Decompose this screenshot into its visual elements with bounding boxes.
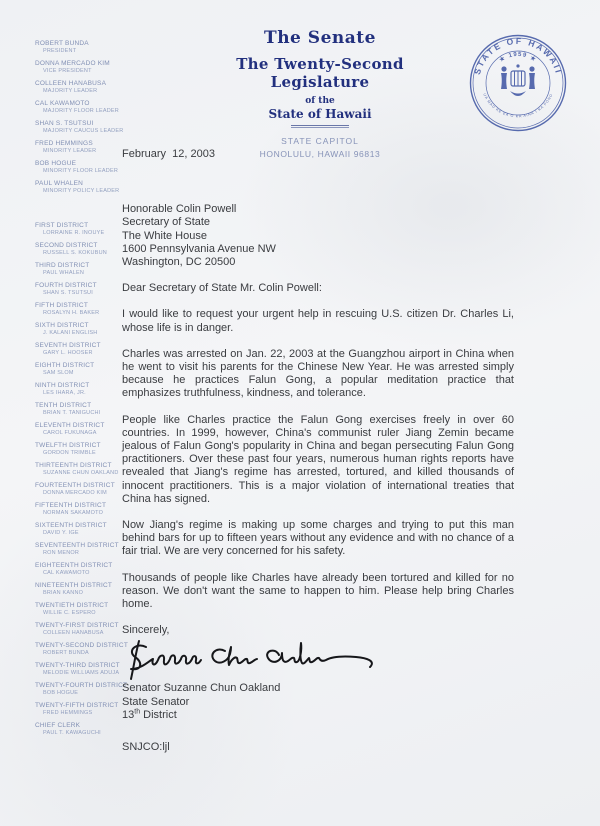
letterhead-state: State of Hawaii bbox=[268, 107, 372, 121]
svg-text:★ 1959 ★ bbox=[498, 52, 538, 64]
district-senator-name: CAL KAWAMOTO bbox=[43, 570, 90, 576]
letter-paragraph: Thousands of people like Charles have already been tortured and killed for no reason. We don't want the same to happen to him. Please help bring Charles home. bbox=[122, 571, 514, 611]
district-word: District bbox=[140, 708, 177, 721]
district-senator-name: NORMAN SAKAMOTO bbox=[43, 510, 104, 516]
officer-entry bbox=[35, 40, 165, 55]
officer-name: CAL KAWAMOTO bbox=[35, 100, 90, 107]
district-label: FIFTH DISTRICT bbox=[35, 302, 88, 309]
district-label: TWENTY-THIRD DISTRICT bbox=[35, 662, 120, 669]
district-senator-name: SAM SLOM bbox=[43, 370, 74, 376]
district-senator-name: BRIAN T. TANIGUCHI bbox=[43, 410, 101, 416]
signature-handwriting-icon bbox=[122, 638, 384, 682]
district-label: SIXTH DISTRICT bbox=[35, 322, 89, 329]
district-senator-name: DONNA MERCADO KIM bbox=[43, 490, 107, 496]
district-label: NINTH DISTRICT bbox=[35, 382, 90, 389]
officer-title: MINORITY POLICY LEADER bbox=[43, 188, 120, 194]
recipient-address-line: The White House bbox=[122, 229, 207, 242]
district-senator-name: RUSSELL S. KOKUBUN bbox=[43, 250, 107, 256]
district-ordinal: th bbox=[134, 708, 141, 716]
district-label: SEVENTH DISTRICT bbox=[35, 342, 101, 349]
district-label: TWENTIETH DISTRICT bbox=[35, 602, 109, 609]
seal-top-text: STATE OF HAWAII bbox=[471, 35, 564, 76]
officer-name: COLLEEN HANABUSA bbox=[35, 80, 107, 87]
letterhead-city: HONOLULU, HAWAII 96813 bbox=[259, 149, 381, 159]
officer-entry bbox=[35, 60, 165, 75]
district-label: SECOND DISTRICT bbox=[35, 242, 98, 249]
district-senator-name: PAUL WHALEN bbox=[43, 270, 85, 276]
letter-paragraph: I would like to request your urgent help in rescuing U.S. citizen Dr. Charles Li, whose life is in danger. bbox=[122, 308, 514, 334]
district-label: THIRD DISTRICT bbox=[35, 262, 90, 269]
recipient-address-line: 1600 Pennsylvania Avenue NW bbox=[122, 242, 276, 255]
district-senator-name: CAROL FUKUNAGA bbox=[43, 430, 97, 436]
signer-title: State Senator bbox=[122, 695, 190, 708]
district-label: FOURTEENTH DISTRICT bbox=[35, 482, 115, 489]
seal-center-emblem bbox=[501, 64, 535, 96]
letterhead-capitol: STATE CAPITOL bbox=[281, 136, 359, 146]
letterhead-senate-title: The Senate bbox=[264, 28, 376, 48]
letterhead-legislature: The Twenty-Second Legislature bbox=[236, 55, 404, 91]
district-senator-name: BOB HOGUE bbox=[43, 690, 79, 696]
signer-block bbox=[122, 682, 514, 722]
district-label: SEVENTEENTH DISTRICT bbox=[35, 542, 119, 549]
officer-entry bbox=[35, 100, 165, 115]
letterhead-of-the: of the bbox=[305, 96, 335, 106]
officer-title: MINORITY LEADER bbox=[43, 148, 97, 154]
recipient-address-block bbox=[122, 203, 514, 269]
district-senator-name: GORDON TRIMBLE bbox=[43, 450, 96, 456]
district-label: FIFTEENTH DISTRICT bbox=[35, 502, 107, 509]
district-senator-name: PAUL T. KAWAGUCHI bbox=[43, 730, 101, 736]
reference-initials: SNJCO:ljl bbox=[122, 741, 170, 754]
letter-paragraph: Charles was arrested on Jan. 22, 2003 at the Guangzhou airport in China when he went to visit his parents for the Chinese New Year. He was arrested simply because he practices Falun Gong, a popular meditation practice that emphasizes truthfulness, kindness, and tolerance. bbox=[122, 347, 514, 400]
signature bbox=[122, 638, 514, 682]
officer-name: FRED HEMMINGS bbox=[35, 140, 93, 147]
district-label: EIGHTH DISTRICT bbox=[35, 362, 95, 369]
district-senator-name: RON MENOR bbox=[43, 550, 80, 556]
district-label: SIXTEENTH DISTRICT bbox=[35, 522, 107, 529]
letter-date: February 12, 2003 bbox=[122, 148, 215, 160]
officer-name: BOB HOGUE bbox=[35, 160, 77, 167]
letter-paragraph: People like Charles practice the Falun Gong exercises freely in over 60 countries. In 1999, however, China's communist ruler Jiang Zemin became jealous of Falun Gong's popularity in China and began persecuting Falun Gong practitioners. Over these past four years, numerous human rights reports have revealed that Jiang's regime has arrested, tortured, and killed thousands of innocent practitioners. This is a major violation of international treaties that China has signed. bbox=[122, 413, 514, 505]
officer-title: MINORITY FLOOR LEADER bbox=[43, 168, 118, 174]
letterhead-rule bbox=[291, 125, 349, 128]
closing: Sincerely, bbox=[122, 624, 170, 637]
district-label: TENTH DISTRICT bbox=[35, 402, 92, 409]
officer-title: VICE PRESIDENT bbox=[43, 68, 92, 74]
officer-entry bbox=[35, 80, 165, 95]
district-label: FOURTH DISTRICT bbox=[35, 282, 97, 289]
officer-name: PAUL WHALEN bbox=[35, 180, 84, 187]
signer-name: Senator Suzanne Chun Oakland bbox=[122, 682, 281, 695]
recipient-address-line: Secretary of State bbox=[122, 216, 211, 229]
district-senator-name: COLLEEN HANABUSA bbox=[43, 630, 104, 636]
district-senator-name: J. KALANI ENGLISH bbox=[43, 330, 98, 336]
district-senator-name: BRIAN KANNO bbox=[43, 590, 84, 596]
officer-title: MAJORITY LEADER bbox=[43, 88, 98, 94]
svg-text:UA MAU KE EA O KA AINA I KA PO bbox=[482, 93, 553, 119]
district-number: 13 bbox=[122, 708, 135, 721]
district-label: FIRST DISTRICT bbox=[35, 222, 89, 229]
seal-motto-text: UA MAU KE EA O KA AINA I KA PONO bbox=[482, 92, 554, 119]
officer-name: DONNA MERCADO KIM bbox=[35, 60, 110, 67]
recipient-address-line: Washington, DC 20500 bbox=[122, 256, 236, 269]
district-label: EIGHTEENTH DISTRICT bbox=[35, 562, 113, 569]
district-senator-name: FRED HEMMINGS bbox=[43, 710, 93, 716]
district-label: TWELFTH DISTRICT bbox=[35, 442, 101, 449]
officer-title: MAJORITY FLOOR LEADER bbox=[43, 108, 119, 114]
district-label: NINETEENTH DISTRICT bbox=[35, 582, 113, 589]
seal-year-text: ★ 1959 ★ bbox=[498, 51, 538, 64]
district-label: TWENTY-FOURTH DISTRICT bbox=[35, 682, 128, 689]
district-senator-name: ROBERT BUNDA bbox=[43, 650, 89, 656]
district-label: ELEVENTH DISTRICT bbox=[35, 422, 105, 429]
district-senator-name: LES IHARA, JR. bbox=[43, 390, 86, 396]
officer-name: SHAN S. TSUTSUI bbox=[35, 120, 94, 127]
officer-title: PRESIDENT bbox=[43, 48, 77, 54]
district-senator-name: LORRAINE R. INOUYE bbox=[43, 230, 105, 236]
district-label: TWENTY-FIRST DISTRICT bbox=[35, 622, 119, 629]
district-label: CHIEF CLERK bbox=[35, 722, 81, 729]
district-senator-name: SHAN S. TSUTSUI bbox=[43, 290, 93, 296]
letterhead bbox=[188, 28, 452, 159]
district-senator-name: DAVID Y. IGE bbox=[43, 530, 79, 536]
district-senator-name: SUZANNE CHUN OAKLAND bbox=[43, 470, 119, 476]
district-label: THIRTEENTH DISTRICT bbox=[35, 462, 112, 469]
salutation: Dear Secretary of State Mr. Colin Powell: bbox=[122, 282, 322, 295]
district-senator-name: ROSALYN H. BAKER bbox=[43, 310, 100, 316]
letter-body bbox=[122, 148, 514, 754]
district-label: TWENTY-SECOND DISTRICT bbox=[35, 642, 128, 649]
district-senator-name: MELODIE WILLIAMS ADUJA bbox=[43, 670, 120, 676]
letter-paragraph: Now Jiang's regime is making up some charges and trying to put this man behind bars for up to fifteen years without any evidence and with no chance of a fair trial. We are very concerned for his safety. bbox=[122, 519, 514, 558]
letter-paragraphs bbox=[122, 308, 514, 611]
district-label: TWENTY-FIFTH DISTRICT bbox=[35, 702, 119, 709]
officer-name: ROBERT BUNDA bbox=[35, 40, 89, 47]
officer-title: MAJORITY CAUCUS LEADER bbox=[43, 128, 124, 134]
officer-entry bbox=[35, 120, 165, 135]
recipient-address-line: Honorable Colin Powell bbox=[122, 203, 237, 216]
district-senator-name: WILLIE C. ESPERO bbox=[43, 610, 96, 616]
hawaii-state-seal-icon bbox=[468, 33, 568, 133]
district-senator-name: GARY L. HOOSER bbox=[43, 350, 93, 356]
signer-district bbox=[122, 709, 514, 722]
